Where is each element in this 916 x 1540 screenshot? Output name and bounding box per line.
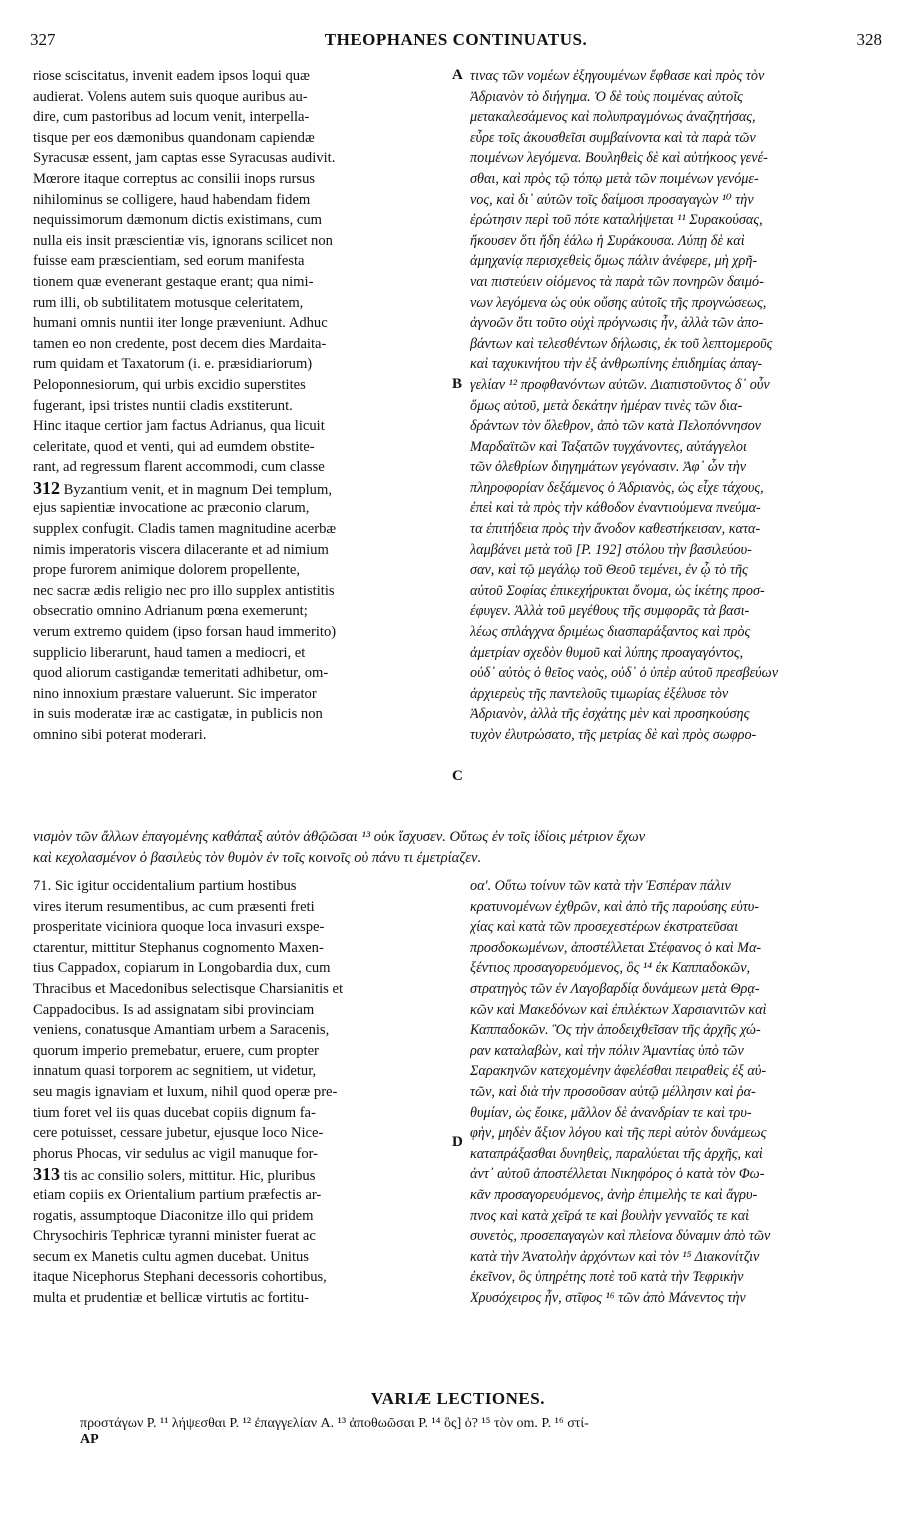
greek-line: Καππαδοκῶν. Ὃς τὴν ἀποδειχθεῖσαν τῆς ἀρχῆς χώ-: [470, 1022, 761, 1039]
latin-line: quod aliorum castigandæ temeritati adhibetur, om-: [33, 665, 329, 682]
greek-line: καταπράξασθαι δυνηθεὶς, παραλύεται τῆς ἀρχῆς, καὶ: [470, 1145, 763, 1162]
greek-line: ἀμηχανίᾳ περισχεθεὶς ὅμως πάλιν ἀνέφερε, μὴ χρῆ-: [470, 253, 758, 270]
greek-line: ἐρώτησιν περὶ τοῦ πότε καταλήψεται ¹¹ Συρακούσας,: [470, 212, 763, 229]
greek-line: ναι πιστεύειν οἰόμενος τὰ παρὰ τῶν πονηρῶν δαιμό-: [470, 273, 764, 290]
page-number-left: 327: [30, 30, 56, 49]
latin-line: supplex confugit. Cladis tamen magnitudine acerbæ: [33, 521, 337, 538]
latin-column-upper: [33, 66, 453, 746]
greek-line: ἀμετρίαν σχεδὸν θυμοῦ καὶ λύπης προαγαγόντος,: [470, 644, 744, 661]
greek-line: τῶν, καὶ διὰ τὴν προσοῦσαν αὐτῷ μέλλησιν καὶ ῥα-: [470, 1083, 756, 1100]
latin-line: etiam copiis ex Orientalium partium præfectis ar-: [33, 1186, 322, 1203]
latin-line: phorus Phocas, vir sedulus ac vigil manuque for-: [33, 1145, 319, 1162]
latin-line: multa et prudentiæ et bellicæ virtutis ac fortitu-: [33, 1289, 309, 1306]
page-number-right: 328: [856, 30, 882, 49]
latin-line: in suis moderatæ iræ ac castigatæ, in publicis non: [33, 706, 323, 723]
latin-line: [33, 1164, 453, 1185]
greek-line: Χρυσόχειρος ἦν, στῖφος ¹⁶ τῶν ἀπὸ Μάνεντος τὴν: [470, 1289, 746, 1306]
greek-line: ἐπεὶ καὶ τὰ πρὸς τὴν κάθοδον ἐναντιούμενα πνεύμα-: [470, 500, 761, 517]
variae-lectiones-notes: προστάγων P. ¹¹ λήψεσθαι P. ¹² ἐπαγγελίαν A. ¹³ ἀποθωῶσαι P. ¹⁴ ὃς] ὁ? ¹⁵ τὸν om. P. ¹⁶ στί-: [80, 1416, 589, 1431]
greek-line: Ἀδριανὸν, ἀλλὰ τῆς ἐσχάτης μὲν καὶ προσηκούσης: [470, 706, 750, 723]
latin-line: rogatis, assumptoque Diaconitze illo qui pridem: [33, 1207, 314, 1224]
latin-line: veniens, conatusque Amantiam urbem a Saracenis,: [33, 1022, 330, 1039]
greek-line: Σαρακηνῶν κατεχομένην ἀφελέσθαι πειραθεὶς ἐξ αὐ-: [470, 1063, 767, 1080]
latin-line: omnino sibi poterat moderari.: [33, 727, 207, 743]
greek-line: βάντων καὶ τελεσθέντων δήλωσις, ἐκ τοῦ λεπτομεροῦς: [470, 335, 773, 352]
latin-line: tius Cappadox, copiarum in Longobardia dux, cum: [33, 960, 331, 977]
latin-line: Thracibus et Macedonibus selectisque Charsianitis et: [33, 980, 344, 997]
latin-line: rum illi, ob subtilitatem motusque celeritatem,: [33, 294, 304, 311]
latin-line: ejus sapientiæ invocatione ac præconio clarum,: [33, 500, 310, 517]
greek-column-upper: [470, 66, 882, 746]
greek-column-lower: [470, 876, 882, 1308]
greek-line: πληροφορίαν δεξάμενος ὁ Ἀδριανὸς, ὡς εἶχε τάχους,: [470, 479, 764, 496]
greek-line: σθαι, καὶ πρὸς τῷ τόπῳ μετὰ τῶν ποιμένων γενόμε-: [470, 170, 759, 187]
latin-line: prope furorem animique dolorem propellente,: [33, 562, 301, 579]
greek-line: κατὰ τὴν Ἀνατολὴν ἀρχόντων καὶ τὸν ¹⁵ Διακονίτζιν: [470, 1248, 760, 1265]
greek-line: αὐτοῦ Σοφίας ἐπικεχήρυκται ὄνομα, ὡς ἱκέτης προσ-: [470, 582, 765, 599]
running-title: THEOPHANES CONTINUATUS.: [324, 30, 588, 49]
margin-page-number: 312: [33, 477, 60, 498]
greek-full-line: νισμὸν τῶν ἄλλων ἐπαγομένης καθάπαξ αὐτὸν ἀθῷῶσαι ¹³ οὐκ ἴσχυσεν. Οὕτως ἐν τοῖς ἰδίοις μέτριον ἔχων: [33, 829, 646, 845]
greek-line: Μαρδαϊτῶν καὶ Ταξατῶν τυγχάνοντες, αὐτάγγελοι: [470, 438, 747, 455]
greek-line: ξέντιος προσαγορευόμενος, ὃς ¹⁴ ἐκ Καππαδοκῶν,: [470, 960, 751, 977]
greek-line: ἀρχιερεὺς τῆς παντελοῦς τιμωρίας ἐξέλυσε τὸν: [470, 685, 729, 702]
latin-line: dire, cum pastoribus ad locum venit, interpella-: [33, 109, 310, 126]
greek-line: έφυγεν. Ἀλλὰ τοῦ μεγέθους τῆς συμφορᾶς τὰ βασι-: [470, 603, 750, 620]
greek-line: φὴν, μηδὲν ἄξιον λόγου καὶ τῆς περὶ αὐτὸν δυνάμεως: [470, 1125, 767, 1142]
greek-line: γελίαν ¹² προφθανόντων αὐτῶν. Διαπιστοῦντος δ᾽ οὖν: [470, 376, 770, 393]
latin-line: fugerant, ipsi tristes nuntii cladis exstiterunt.: [33, 397, 293, 414]
latin-line: Hinc itaque certior jam factus Adrianus, qua licuit: [33, 418, 325, 435]
latin-line: innatum quasi torporem ac segnitiem, ut videtur,: [33, 1063, 317, 1080]
margin-page-number: 313: [33, 1164, 60, 1185]
greek-fullwidth-text: [33, 827, 885, 868]
variae-lectiones-notes-sub: AP: [80, 1432, 99, 1447]
latin-line: nimis imperatoris viscera dilacerante et ad nimium: [33, 541, 329, 558]
latin-line: celeritate, quod et venti, qui ad eumdem obstite-: [33, 438, 315, 455]
greek-line: λέως σπλάγχνα δριμέως διασπαράξαντος καὶ πρὸς: [470, 624, 751, 641]
latin-line: quorum imperio premebatur, eruere, cum propter: [33, 1042, 319, 1059]
line-text: Byzantium venit, et in magnum Dei templum,: [63, 481, 332, 498]
greek-line: πνος καὶ κατὰ χεῖρά τε καὶ βουλὴν γενναῖός τε καὶ: [470, 1207, 750, 1224]
latin-line: secum ex Manetis cultu agmen ducebat. Unitus: [33, 1248, 309, 1265]
greek-line: νος, καὶ δι᾽ αὐτῶν τοῖς δαίμοσι προσαγαγὼν ¹⁰ τὴν: [470, 191, 754, 208]
greek-line: μετακαλεσάμενος καὶ πολυπραγμόνως ἀναζητήσας,: [470, 109, 756, 126]
latin-line: tamen eo non credente, post decem dies Mardaita-: [33, 335, 327, 352]
latin-line: humani omnis nuntii iter longe præveniunt. Adhuc: [33, 315, 328, 332]
greek-line: συνετὸς, προσεπαγαγὼν καὶ πλείονα δύναμιν ἀπὸ τῶν: [470, 1228, 771, 1245]
greek-line: ἀντ᾽ αὐτοῦ ἀποστέλλεται Νικηφόρος ὁ κατὰ τὸν Φω-: [470, 1166, 765, 1183]
greek-line: προσδοκωμένων, ἀποστέλλεται Στέφανος ὁ καὶ Μα-: [470, 939, 762, 956]
latin-line: prosperitate viciniora quoque loca invasuri exspe-: [33, 919, 325, 936]
greek-line: σαν, καὶ τῷ μεγάλῳ τοῦ Θεοῦ τεμένει, ἐν ᾧ τὸ τῆς: [470, 562, 748, 579]
latin-line: rum quidam et Taxatorum (i. e. præsidiariorum): [33, 356, 313, 373]
greek-line: ἤκουσεν ὅτι ἤδη ἑάλω ἡ Συράκουσα. Λύπῃ δὲ καὶ: [470, 232, 745, 249]
greek-line: οα'. Οὕτω τοίνυν τῶν κατὰ τὴν Ἑσπέραν πάλιν: [470, 878, 731, 894]
latin-line: 71. Sic igitur occidentalium partium hostibus: [33, 878, 297, 894]
latin-line: Cappadocibus. Is ad assignatam sibi provinciam: [33, 1001, 315, 1018]
latin-line: nino innoxium præstare valuerunt. Sic imperator: [33, 685, 317, 702]
greek-line: οὐδ᾽ αὐτὸς ὁ θεῖος ναὸς, οὐδ᾽ ὁ ὑπὲρ αὐτοῦ πρεσβεύων: [470, 665, 778, 682]
latin-line: vires iterum resumentibus, ac cum præsenti freti: [33, 898, 315, 915]
latin-line: audierat. Volens autem suis quoque auribus au-: [33, 88, 308, 105]
latin-line: tionem quæ evenerant gestaque erant; qua nimi-: [33, 273, 314, 290]
latin-line: fuisse eam præscientiam, sed eorum manifesta: [33, 253, 305, 270]
latin-line: Syracusæ essent, jam captas esse Syracusas audivit.: [33, 150, 336, 167]
greek-line: στρατηγὸς τῶν ἐν Λαγοβαρδίᾳ δυνάμεων μετὰ Θρᾳ-: [470, 980, 760, 997]
margin-letter-d: D: [452, 1134, 463, 1150]
greek-line: καὶ ταχυκινήτου τὴν ἐξ ἀνθρωπίνης ἐπιδημίας ἀπαγ-: [470, 356, 763, 373]
latin-line: riose sciscitatus, invenit eadem ipsos loqui quæ: [33, 68, 310, 84]
greek-line: χίας καὶ κατὰ τῶν προσεχεστέρων ἐκστρατεῦσαι: [470, 919, 739, 936]
margin-letter-a: A: [452, 67, 463, 83]
greek-line: εὗρε τοῖς ἀκουσθεῖσι συμβαίνοντα καὶ τὰ παρὰ τῶν: [470, 129, 756, 146]
greek-line: δράντων τὸν ὄλεθρον, ἀπὸ τῶν κατὰ Πελοπόννησον: [470, 418, 761, 435]
greek-line: Ἀδριανὸν τὸ διήγημα. Ὁ δὲ τοὺς ποιμένας αὐτοῖς: [470, 88, 743, 105]
greek-line: κῶν καὶ Μακεδόνων καὶ ἐπιλέκτων Χαρσιανιτῶν καὶ: [470, 1001, 767, 1018]
latin-line: itaque Nicephorus Stephani decessoris cohortibus,: [33, 1269, 327, 1286]
latin-line: seu magis ignaviam et luxum, nihil quod operæ pre-: [33, 1083, 338, 1100]
line-text: tis ac consilio solers, mittitur. Hic, pluribus: [63, 1168, 316, 1185]
latin-line: [33, 478, 453, 499]
latin-column-lower: [33, 876, 453, 1308]
latin-line: tisque per eos dæmonibus quandonam capiendæ: [33, 129, 315, 146]
latin-line: nihilominus se colligere, haud habendam fidem: [33, 191, 311, 208]
margin-letter-b: B: [452, 376, 463, 392]
latin-line: tium foret vel iis quas ducebat copiis dignum fa-: [33, 1104, 316, 1121]
latin-line: verum extremo quidem (ipso forsan haud immerito): [33, 624, 337, 641]
greek-full-line: καὶ κεχολασμένον ὁ βασιλεὺς τὸν θυμὸν ἐν τοῖς κοινοῖς οὐ πάνυ τι ἐμετρίαζεν.: [33, 849, 482, 866]
greek-line: τῶν ὀλεθρίων διηγημάτων γεγόνασιν. Ἀφ᾽ ὧν τὴν: [470, 459, 747, 476]
latin-line: Mœrore itaque correptus ac consilii inops rursus: [33, 170, 316, 187]
latin-line: nulla eis insit præscientiæ vis, ignorans scilicet non: [33, 232, 333, 249]
greek-line: ὅμως αὐτοῦ, μετὰ δεκάτην ἡμέραν τινὲς τῶν δια-: [470, 397, 743, 414]
latin-line: Chrysochiris Tephricæ tyranni minister fuerat ac: [33, 1228, 316, 1245]
page-header: [30, 30, 882, 60]
greek-line: νων λεγόμενα ὡς οὐκ οὔσης αὐτοῖς τῆς προγνώσεως,: [470, 294, 767, 311]
greek-line: ποιμένων λεγόμενα. Βουληθεὶς δὲ καὶ αὐτήκοος γενέ-: [470, 150, 768, 167]
greek-line: τα ἐπιτήδεια πρὸς τὴν ἄνοδον καθεστήκεισαν, κατα-: [470, 521, 761, 538]
latin-line: supplicio liberarunt, haud tamen a mediocri, et: [33, 644, 306, 661]
latin-line: nec sacræ ædis religio nec pro illo supplex antistitis: [33, 582, 335, 599]
greek-line: τυχὸν ἐλυτρώσατο, τῆς μετρίας δὲ καὶ πρὸς σωφρο-: [470, 727, 757, 743]
greek-line: ραν καταλαβὼν, καὶ τὴν πόλιν Ἀμαντίας ὑπὸ τῶν: [470, 1042, 744, 1059]
greek-line: κᾶν προσαγορευόμενος, ἀνὴρ ἐπιμελὴς τε καὶ ἄγρυ-: [470, 1186, 758, 1203]
latin-line: cere potuisset, cessare jubetur, ejusque loco Nice-: [33, 1125, 324, 1142]
margin-letter-c: C: [452, 768, 463, 784]
latin-line: nequissimorum dæmonum dictis existimans, cum: [33, 212, 323, 229]
variae-lectiones-heading: VARIÆ LECTIONES.: [371, 1389, 545, 1408]
greek-line: τινας τῶν νομέων ἐξηγουμένων ἔφθασε καὶ πρὸς τὸν: [470, 68, 765, 84]
greek-line: λαμβάνει μετὰ τοῦ [P. 192] στόλου τὴν βασιλεύου-: [470, 541, 752, 558]
latin-line: obsecratio omnino Adrianum pœna exemerunt;: [33, 603, 308, 620]
latin-line: rant, ad regressum flarent accommodi, cum classe: [33, 459, 325, 476]
latin-line: Peloponnesiorum, qui urbis excidio superstites: [33, 376, 306, 393]
greek-line: ἐκεῖνον, ὃς ὑπηρέτης ποτὲ τοῦ κατὰ τὴν Τεφρικὴν: [470, 1269, 744, 1286]
greek-line: θυμίαν, ὡς ἔοικε, μᾶλλον δὲ ἀνανδρίαν τε καὶ τρυ-: [470, 1104, 752, 1121]
greek-line: ἀγνοῶν ὅτι τοῦτο οὐχὶ πρόγνωσις ἦν, ἀλλὰ τῶν ἀπο-: [470, 315, 764, 332]
greek-line: κρατυνομένων ἐχθρῶν, καὶ ἀπὸ τῆς παρούσης εὐτυ-: [470, 898, 760, 915]
latin-line: ctarentur, mittitur Stephanus cognomento Maxen-: [33, 939, 324, 956]
